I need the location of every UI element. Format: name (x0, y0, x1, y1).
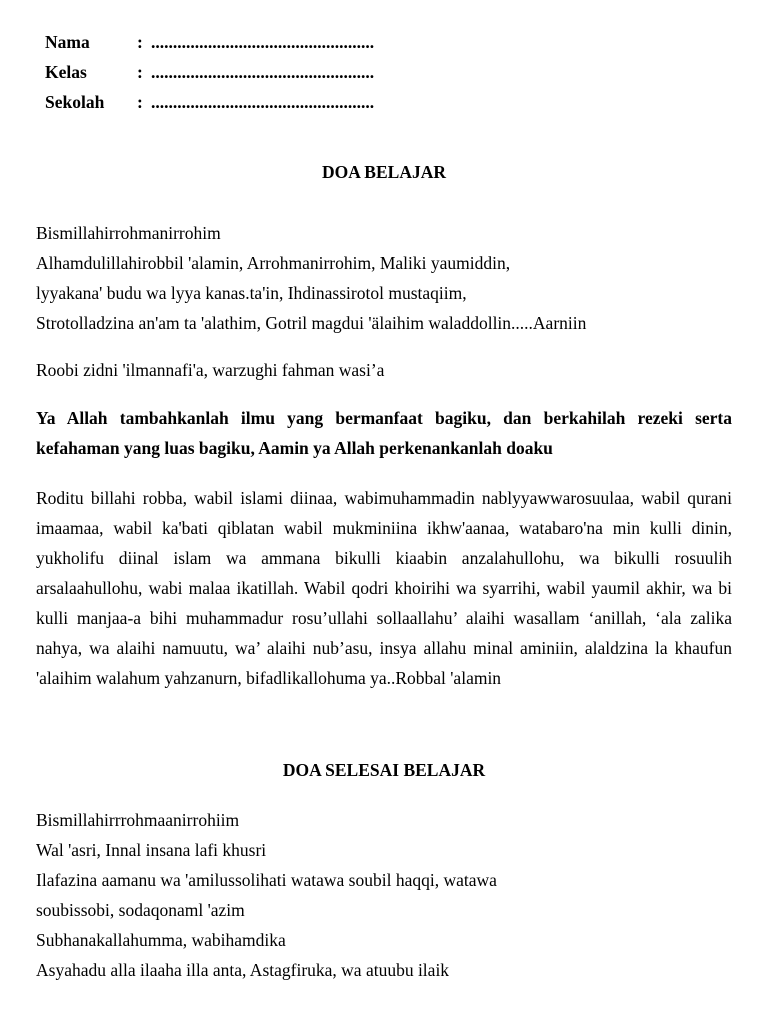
section-title-doa-selesai: DOA SELESAI BELAJAR (282, 760, 486, 780)
section-title-doa-belajar: DOA BELAJAR (322, 162, 446, 182)
field-separator: : (137, 92, 143, 112)
student-info-fields (45, 30, 374, 120)
doa-belajar-translation (36, 403, 732, 463)
text-line: soubissobi, sodaqonaml 'azim (36, 900, 245, 920)
doa-belajar-verse: Roobi zidni 'ilmannafi'a, warzughi fahman wasi’a (36, 360, 385, 380)
doa-selesai-lines (36, 808, 732, 988)
doa-belajar-opening-lines (36, 221, 732, 341)
field-separator: : (137, 32, 143, 52)
field-row-nama (45, 30, 374, 60)
text-line: Wal 'asri, Innal insana lafi khusri (36, 840, 267, 860)
text-line: Asyahadu alla ilaaha illa anta, Astagfiruka, wa atuubu ilaik (36, 960, 450, 980)
field-label: Kelas (45, 62, 87, 82)
text-line: Ilafazina aamanu wa 'amilussolihati watawa soubil haqqi, watawa (36, 870, 497, 890)
translation-paragraph: Ya Allah tambahkanlah ilmu yang bermanfaat bagiku, dan berkahilah rezeki serta kefahaman yang luas bagiku, Aamin ya Allah perkenankanlah doaku (36, 408, 732, 458)
text-line: Bismillahirrohmanirrohim (36, 223, 221, 243)
field-value-blank: ................................................... (151, 62, 375, 82)
text-line: Bismillahirrrohmaanirrohiim (36, 810, 240, 830)
text-line: Alhamdulillahirobbil 'alamin, Arrohmanirrohim, Maliki yaumiddin, (36, 253, 511, 273)
field-row-sekolah (45, 90, 374, 120)
text-line: lyyakana' budu wa lyya kanas.ta'in, Ihdinassirotol mustaqiim, (36, 283, 467, 303)
field-row-kelas (45, 60, 374, 90)
field-value-blank: ................................................... (151, 32, 375, 52)
field-label: Nama (45, 32, 90, 52)
doa-belajar-paragraph (36, 483, 732, 693)
body-paragraph: Roditu billahi robba, wabil islami diinaa, wabimuhammadin nablyyawwarosuulaa, wabil qurani imaamaa, wabil ka'bati qiblatan wabil mukminiina ikhw'aanaa, watabaro'na min kulli dinin, yukholifu diinal islam wa ammana bikulli kiaabin anzalahullohu, wa bikulli rosuulih arsalaahullohu, wabi malaa ikatillah. Wabil qodri khoirihi wa syarrihi, wabil yaumil akhir, wa bi kulli manjaa-a bihi muhammadur rosu’ullahi sollaallahu’ alaihi wasallam ‘anillah, ‘ala zalika nahya, wa alaihi namuutu, wa’ alaihi nub’asu, insya allahu minal aminiin, alaldzina la khaufun 'alaihim walahum yahzanurn, bifadlikallohuma ya..Robbal 'alamin (36, 488, 732, 688)
text-line: Subhanakallahumma, wabihamdika (36, 930, 286, 950)
field-value-blank: ................................................... (151, 92, 375, 112)
field-separator: : (137, 62, 143, 82)
text-line: Strotolladzina an'am ta 'alathim, Gotril magdui 'älaihim waladdollin.....Aarniin (36, 313, 587, 333)
field-label: Sekolah (45, 92, 105, 112)
